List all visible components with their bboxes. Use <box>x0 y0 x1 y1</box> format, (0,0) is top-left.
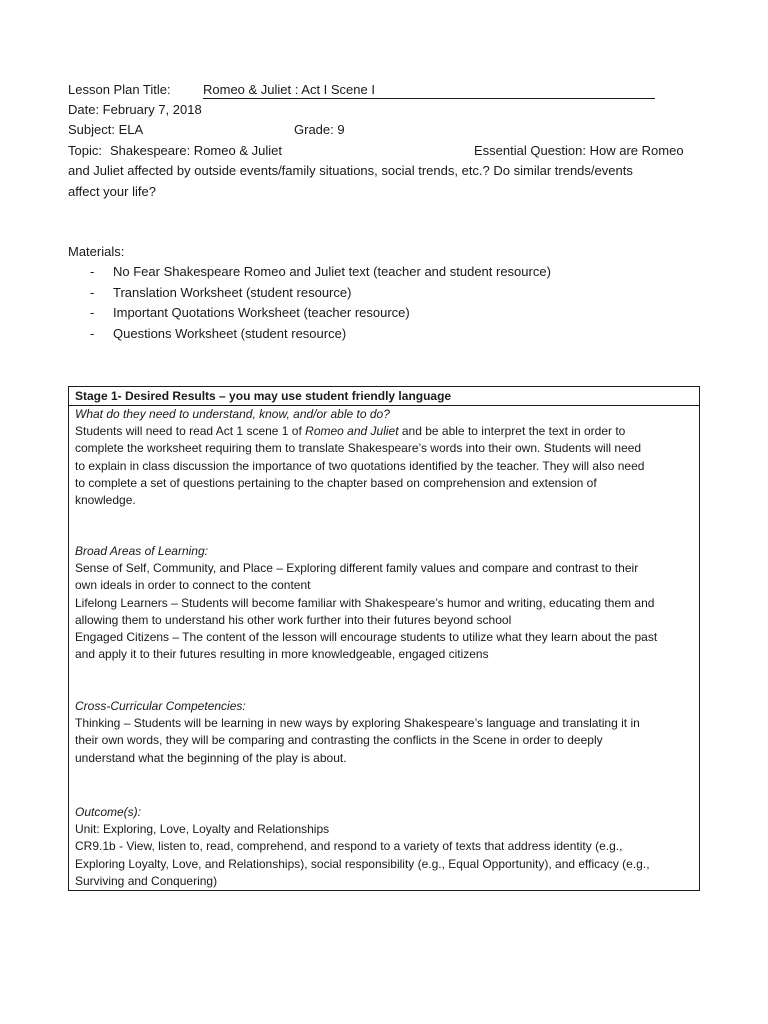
materials-item-text: No Fear Shakespeare Romeo and Juliet text (teacher and student resource) <box>113 264 551 279</box>
understand-section <box>75 406 644 509</box>
topic-line <box>68 141 684 161</box>
list-dash: - <box>90 326 95 341</box>
understand-line: to explain in class discussion the importance of two quotations identified by the teacher. They will also need <box>75 458 645 473</box>
understand-prompt: What do they need to understand, know, and/or able to do? <box>75 407 390 421</box>
outcomes-prompt: Outcome(s): <box>75 805 142 819</box>
broad-areas-prompt: Broad Areas of Learning: <box>75 544 208 558</box>
broad-areas-line: Sense of Self, Community, and Place – Exploring different family values and compare and contrast to their <box>75 561 639 576</box>
materials-item-text: Questions Worksheet (student resource) <box>113 326 347 341</box>
date-line: Date: February 7, 2018 <box>68 102 202 117</box>
list-dash: - <box>90 305 95 320</box>
topic-value: Shakespeare: Romeo & Juliet <box>109 143 282 158</box>
subject-line <box>68 120 345 140</box>
list-dash: - <box>90 264 95 279</box>
broad-areas-line: and apply it to their futures resulting in more knowledgeable, engaged citizens <box>75 647 489 662</box>
essential-question-line-3: affect your life? <box>68 184 156 199</box>
outcomes-line: CR9.1b - View, listen to, read, comprehend, and respond to a variety of texts that address identity (e.g., <box>75 839 623 854</box>
materials-item-text: Translation Worksheet (student resource) <box>113 285 352 300</box>
cross-curricular-line: understand what the beginning of the play is about. <box>75 750 347 765</box>
lesson-plan-title-line <box>68 80 375 100</box>
cross-curricular-section <box>75 698 640 767</box>
outcomes-section <box>75 804 650 890</box>
subject-text: Subject: ELA <box>68 122 144 137</box>
title-value-field <box>203 80 655 99</box>
cross-curricular-line: their own words, they will be comparing and contrasting the conflicts in the Scene in order to deeply <box>75 733 603 748</box>
grade-text: Grade: 9 <box>294 122 345 137</box>
title-label: Lesson Plan Title: <box>68 82 171 97</box>
essential-question-line-2: and Juliet affected by outside events/family situations, social trends, etc.? Do similar trends/events <box>68 163 633 178</box>
list-dash: - <box>90 285 95 300</box>
cross-curricular-line: Thinking – Students will be learning in new ways by exploring Shakespeare’s language and translating it in <box>75 716 640 731</box>
broad-areas-line: Engaged Citizens – The content of the lesson will encourage students to utilize what they learn about the past <box>75 630 658 645</box>
essential-question-start: Essential Question: How are Romeo <box>474 143 684 158</box>
cross-curricular-prompt: Cross-Curricular Competencies: <box>75 699 246 713</box>
broad-areas-section <box>75 543 657 663</box>
understand-line: complete the worksheet requiring them to translate Shakespeare’s words into their own. Students will need <box>75 441 642 456</box>
outcomes-line: Exploring Loyalty, Love, and Relationships), social responsibility (e.g., Equal Opportunity), and efficacy (e.g., <box>75 856 650 871</box>
play-title-italic: Romeo and Juliet <box>305 424 399 439</box>
understand-text: and be able to interpret the text in order to <box>398 424 626 439</box>
understand-text: Students will need to read Act 1 scene 1 of <box>75 424 306 439</box>
broad-areas-line: own ideals in order to connect to the content <box>75 578 311 593</box>
title-value: Romeo & Juliet : Act I Scene I <box>203 82 375 97</box>
outcomes-line: Unit: Exploring, Love, Loyalty and Relationships <box>75 822 330 837</box>
materials-heading: Materials: <box>68 244 125 259</box>
understand-line: knowledge. <box>75 493 136 508</box>
topic-label: Topic: <box>68 143 102 158</box>
outcomes-line: Surviving and Conquering) <box>75 873 218 888</box>
stage-1-header: Stage 1- Desired Results – you may use student friendly language <box>69 387 699 406</box>
materials-item-text: Important Quotations Worksheet (teacher resource) <box>113 305 410 320</box>
stage-1-table <box>68 386 700 891</box>
broad-areas-line: allowing them to understand his other work further into their futures beyond school <box>75 612 512 627</box>
broad-areas-line: Lifelong Learners – Students will become familiar with Shakespeare’s humor and writing, educating them and <box>75 595 655 610</box>
understand-line: to complete a set of questions pertaining to the chapter based on comprehension and extension of <box>75 475 597 490</box>
understand-line <box>75 423 644 440</box>
